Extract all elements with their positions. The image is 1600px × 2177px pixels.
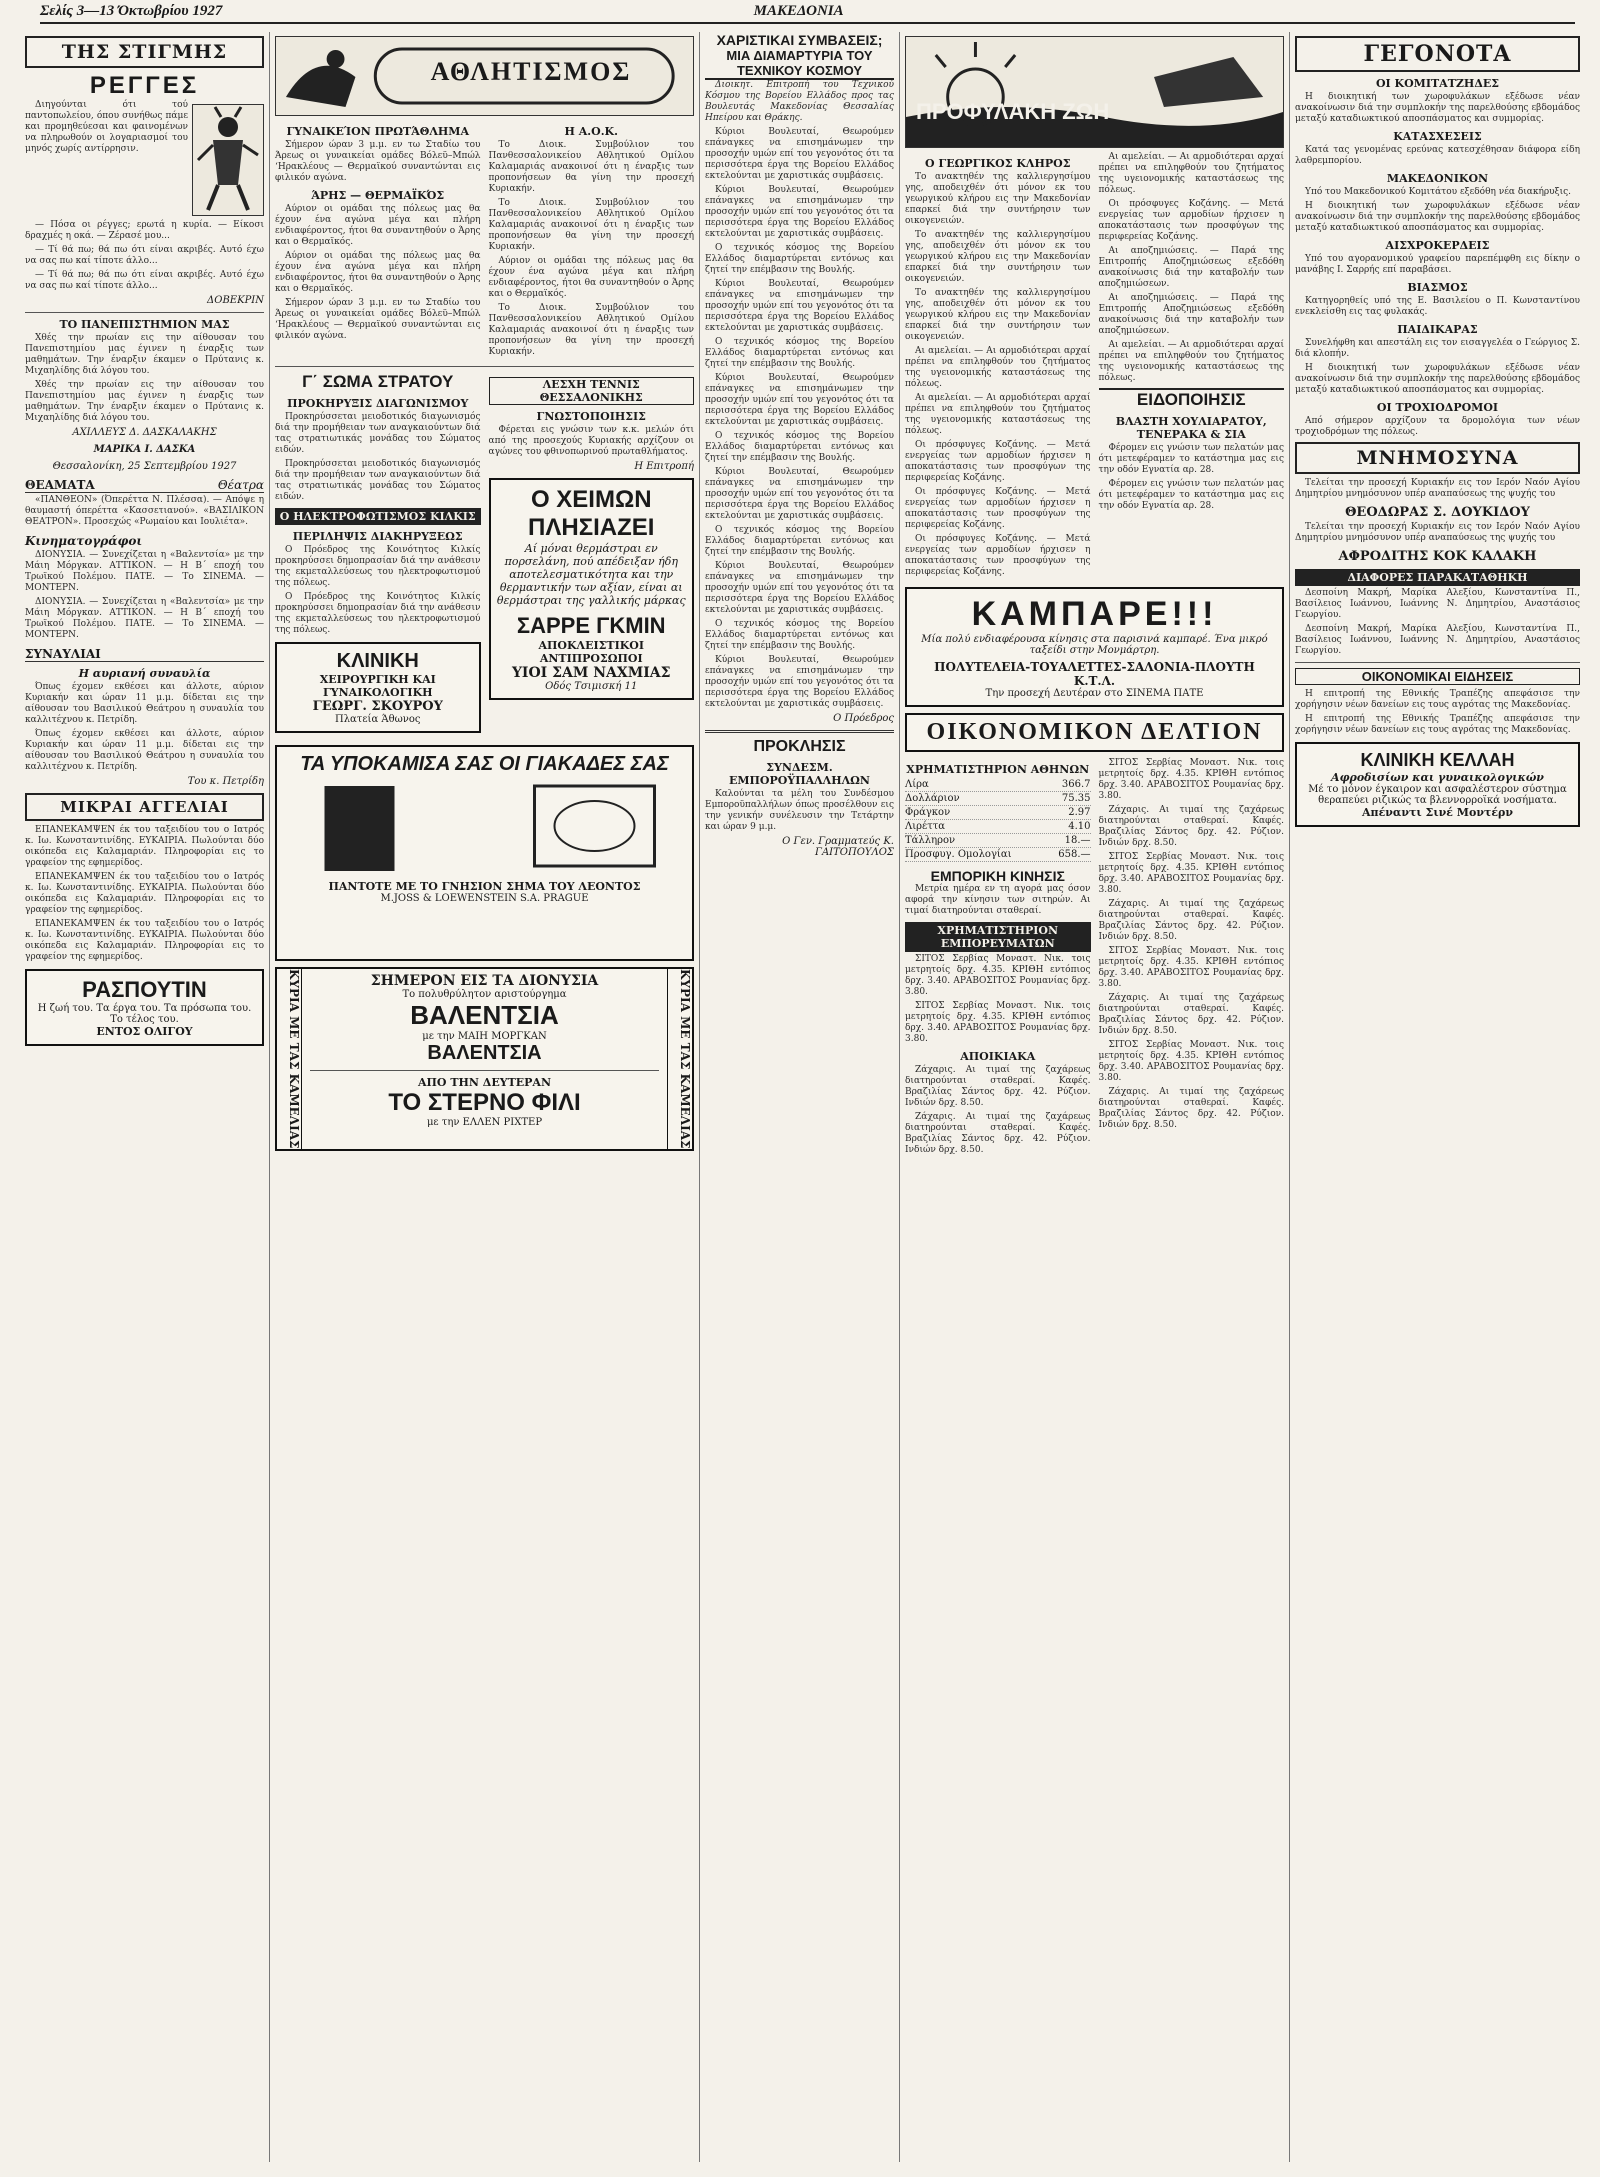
ad-subtitle: ΧΕΙΡΟΥΡΓΙΚΗ ΚΑΙ ΓΥΝΑΙΚΟΛΟΓΙΚΗ [319,673,436,699]
article-paragraph: Χθές την πρωίαν εις την αίθουσαν του Πανεπιστημίου μας έγινεν η έναρξις των μαθημάτων. Την έναρξιν έκαμεν ο Πρύτανις κ. Μιχαηλίδης διά λόγου του. [25,333,264,376]
article-paragraph: Αι αμελείαι. — Αι αρμοδιότεραι αρχαί πρέπει να επιληφθούν του ζητήματος της υγειονομικής καταστάσεως της πόλεως. [905,393,1091,436]
ad-text: Μέ το μόνον έγκαιρον και ασφαλέστερον σύστημα θεραπεύει ριζικώς τα βλεννορροϊκά νοσήματα. [1308,784,1567,806]
subheading: Η αυριανή συναυλία [78,667,211,680]
signature: Ο Πρόεδρος [833,713,894,724]
article-paragraph: Ζάχαρις. Αι τιμαί της ζαχάρεως διατηρούνται σταθεραί. Καφές. Βραζιλίας Σάντος δρχ. 42. Ρύζιον. Ινδιών δρχ. 8.50. [1098,1087,1284,1130]
classified-ad: ΕΠΑΝΕΚΑΜΨΕΝ έκ του ταξειδίου του ο Ιατρός κ. Ιω. Κωνσταντινίδης. ΕΥΚΑΙΡΙΑ. Πωλούνται δύο οικόπεδα εις Καλαμαριάν. Πληροφορίαι εις το γραφείον της εφημερίδος. [25,919,264,962]
ad-address: Απέναντι Σινέ Μοντέρν [1362,806,1513,819]
winter-stove-ad [489,478,695,700]
ad-star: με την ΜΑΙΗ ΜΟΡΓΚΑΝ [422,1031,547,1042]
notice-subheading: ΣΥΝΔΕΣΜ. ΕΜΠΟΡΟΫΠΑΛΛΗΛΩΝ [728,761,870,787]
article-paragraph: ΔΙΟΝΥΣΙΑ. — Συνεχίζεται η «Βαλεντσία» με την Μάιη Μόργκαν. ΑΤΤΙΚΟΝ. — Η Β΄ εποχή του Τρωϊκού Πολέμου. ΠΑΤΕ. — Το ΣΙΝΕΜΑ. — ΜΟΝΤΕΡΝ. [25,550,264,593]
ad-footer-2: Την προσεχή Δευτέραν στο ΣΙΝΕΜΑ ΠΑΤΕ [985,688,1204,699]
article-paragraph: ΣΙΤΟΣ Σερβίας Μοναστ. Νικ. τοις μετρητοίς δρχ. 4.35. ΚΡΙΘΗ εντόπιος δρχ. 3.40. ΑΡΑΒΟΣΙΤΟΣ Ρουμανίας δρχ. 3.80. [1098,852,1284,895]
heading-sub: Θέατρα [217,478,264,492]
article-paragraph: ΔΙΟΝΥΣΙΑ. — Συνεχίζεται η «Βαλεντσία» με την Μάιη Μόργκαν. ΑΤΤΙΚΟΝ. — Η Β΄ εποχή του Τρωϊκού Πολέμου. ΠΑΤΕ. — Το ΣΙΝΕΜΑ. — ΜΟΝΤΕΡΝ. [25,597,264,640]
article-paragraph: Αύριον οι ομάδαι της πόλεως μας θα έχουν ένα αγώνα μέγα και πλήρη ενδιαφέροντος, ήτοι θα συναντηθούν ο Άρης και ο Θερμαϊκός. [275,251,481,294]
rate-value: 366.7 [1061,779,1091,790]
rate-value: 4.10 [1068,821,1091,832]
ad-title: ΤΑ ΥΠΟΚΑΜΙΣΑ ΣΑΣ ΟΙ ΓΙΑΚΑΔΕΣ ΣΑΣ [300,753,669,775]
rate-name: Δολλάριον [905,793,960,804]
financial-bulletin-box [905,713,1284,752]
article-paragraph: — Τί θά πω; θά πω ότι είναι ακριβές. Αυτό έχω να σας πω καί τίποτε άλλο... [25,270,264,291]
memorial-paragraph: Τελείται την προσεχή Κυριακήν εις τον Ιερόν Ναόν Αγίου Δημητρίου μνημόσυνον υπέρ αναπαύσεως της ψυχής του [1295,522,1580,543]
rate-name: Φράγκον [905,807,951,818]
rate-value: 18.— [1064,835,1091,846]
article-paragraph: Οι πρόσφυγες Κοζάνης. — Μετά ενεργείας των αρμοδίων ήρχισεν η αποκατάστασις των προσφύγων της περιφερείας Κοζάνης. [905,534,1091,577]
article-paragraph: Δεσποίνη Μακρή, Μαρίκα Αλεξίου, Κωνσταντίνα Π., Βασίλειος Ιωάννου, Ιωάννης Ν. Δημητρίου, Αναστάσιος Γεωργίου. [1295,624,1580,656]
ad-next-star: με την ΕΛΛΕΝ ΡΙΧΤΕΡ [426,1117,543,1128]
column-title: ΡΕΓΓΕΣ [89,72,200,99]
ad-header: ΣΗΜΕΡΟΝ ΕΙΣ ΤΑ ΔΙΟΝΥΣΙΑ [370,973,599,989]
ad-brand: ΣΑΡΡΕ ΓΚΜΙΝ [516,613,666,638]
section-heading: ΆΡΗΣ — ΘΕΡΜΑΪΚΌΣ [311,189,445,202]
article-paragraph: Μετρία ημέρα εν τη αγορά μας όσον αφορά την κίνησιν των σιτηρών. Αι τιμαί διατηρούνται σταθεραί. [905,884,1091,916]
notice-paragraph: Καλούνται τα μέλη του Συνδέσμου Εμποροϋπαλλήλων όπως προσέλθουν εις την γενικήν συνέλευσιν την Τετάρτην και ώραν 9 μ.μ. [705,789,894,832]
ad-address: Οδός Τσιμισκή 11 [545,681,638,692]
health-banner-title: ΠΡΟΦΥΛΑΚΗ ΖΩΗ [916,99,1110,124]
cabaret-ad [905,587,1284,707]
section-heading-concerts: ΣΥΝΑΥΛΙΑΙ [25,647,264,662]
notice-paragraph: Ο Πρόεδρος της Κοινότητος Κιλκίς προκηρύσσει δημοπρασίαν διά την ανάθεσιν της εκμεταλλεύσεως του ηλεκτροφωτισμού της πόλεως. [275,545,481,588]
article-paragraph: Ζάχαρις. Αι τιμαί της ζαχάρεως διατηρούνται σταθεραί. Καφές. Βραζιλίας Σάντος δρχ. 42. Ρύζιον. Ινδιών δρχ. 8.50. [1098,993,1284,1036]
article-paragraph: ΣΙΤΟΣ Σερβίας Μοναστ. Νικ. τοις μετρητοίς δρχ. 4.35. ΚΡΙΘΗ εντόπιος δρχ. 3.40. ΑΡΑΒΟΣΙΤΟΣ Ρουμανίας δρχ. 3.80. [905,1001,1091,1044]
article-paragraph: Το ανακτηθέν της καλλιεργησίμου γης, αποδειχθέν ότι μόνον εκ του γεωργικού κλήρου εις την Μακεδονίαν επαρκεί διά την συντήρησιν των οικογενειών. [905,172,1091,226]
jester-icon [193,105,263,215]
notice-subheading: ΓΝΩΣΤΟΠΟΙΗΣΙΣ [536,410,646,423]
notice-subheading: ΒΛΑΣΤΗ ΧΟΥΛΙΑΡΑΤΟΥ, ΤΕΝΕΡΑΚΑ & ΣΙΑ [1115,415,1267,441]
section-heading: Η Α.Ο.Κ. [564,125,618,138]
financial-bulletin-title: ΟΙΚΟΝΟΜΙΚΟΝ ΔΕΛΤΙΟΝ [926,719,1263,745]
ad-footer: ΠΟΛΥΤΕΛΕΙΑ-ΤΟΥΑΛΕΤΤΕΣ-ΣΑΛΟΝΙΑ-ΠΛΟΥΤΗ Κ.Τ.Λ. [934,660,1255,688]
film-ad [275,967,694,1151]
ad-next-label: ΑΠΟ ΤΗΝ ΔΕΥΤΕΡΑΝ [418,1076,551,1089]
exchange-rate-row [905,820,1091,834]
article-paragraph: Οι πρόσφυγες Κοζάνης. — Μετά ενεργείας των αρμοδίων ήρχισεν η αποκατάστασις των προσφύγων της περιφερείας Κοζάνης. [905,440,1091,483]
column-2 [270,32,700,2162]
section-heading-cinemas: Κινηματογράφοι [25,534,143,548]
notice-paragraph: Φέρεται εις γνώσιν των κ.κ. μελών ότι από της προσεχούς Κυριακής αρχίζουν οι αγώνες του φθινοπωρινού πρωταθλήματος. [488,425,694,457]
notice-heading: Γ΄ ΣΩΜΑ ΣΤΡΑΤΟΥ [302,372,454,391]
ad-title: ΡΑΣΠΟΥΤΙΝ [82,977,207,1002]
masthead-name: ΜΑΚΕΔΟΝΙΑ [753,2,844,19]
kellai-clinic-ad [1295,742,1580,827]
notice-paragraph: Ο Πρόεδρος της Κοινότητος Κιλκίς προκηρύσσει δημοπρασίαν διά την ανάθεσιν της εκμεταλλεύσεως του ηλεκτροφωτισμού της πόλεως. [275,592,481,635]
rate-name: Λίρα [905,779,929,790]
article-paragraph: Το Διοικ. Συμβούλιον του Πανθεσσαλονικείου Αθλητικού Ομίλου Καλαμαριάς ανακοινοί ότι η έναρξις των προπονήσεων θα γίνη την προσεχή Κυριακήν. [488,303,694,357]
article-paragraph: Σήμερον ώραν 3 μ.μ. εν τω Σταδίω του Άρεως οι γυναικείαι ομάδες Βόλεϋ–Μπώλ ‘Ηρακλέους — Θερμαϊκού συναντώνται εις φιλικόν αγώνα. [275,140,481,183]
section-heading: ΒΙΑΣΜΟΣ [1407,281,1468,294]
memorial-name: ΑΦΡΟΔΙΤΗΣ ΚΟΚ ΚΑΛΑΚΗ [1338,549,1537,564]
article-paragraph: Όπως έχομεν εκθέσει και άλλοτε, αύριον Κυριακήν και ώραν 11 μ.μ. δίδεται εις την αίθουσαν του Βασιλικού Θεάτρου η συναυλία του καλλιτέχνου κ. Πετρίδη. [25,682,264,725]
exchange-rates-list [905,778,1091,862]
article-subheadline: ΜΙΑ ΔΙΑΜΑΡΤΥΡΙΑ ΤΟΥ ΤΕΧΝΙΚΟΥ ΚΟΣΜΟΥ [705,48,894,80]
article-paragraph: Αύριον οι ομάδαι της πόλεως μας θα έχουν ένα αγώνα μέγα και πλήρη ενδιαφέροντος, ήτοι θα συναντηθούν ο Άρης και ο Θερμαϊκός. [275,204,481,247]
rasputin-ad [25,969,264,1046]
column-3 [700,32,900,2162]
jester-illustration [192,104,264,216]
health-banner [905,36,1284,148]
section-heading: ΤΟ ΠΑΝΕΠΙΣΤΗΜΙΟΝ ΜΑΣ [59,318,230,331]
article-paragraph: Υπό του Μακεδονικού Κομιτάτου εξεδόθη νέα διακήρυξις. [1305,187,1572,197]
signature: Του κ. Πετρίδη [187,776,264,787]
section-heading: ΓΥΝΑΙΚΕΊΟΝ ΠΡΩΤΆΘΛΗΜΑ [286,125,469,138]
article-paragraph: Ζάχαρις. Αι τιμαί της ζαχάρεως διατηρούνται σταθεραί. Καφές. Βραζιλίας Σάντος δρχ. 42. Ρύζιον. Ινδιών δρχ. 8.50. [1098,805,1284,848]
exchange-rate-row [905,792,1091,806]
notice-heading: Ο ΗΛΕΚΤΡΟΦΩΤΙΣΜΟΣ ΚΙΛΚΙΣ [275,508,481,525]
article-paragraph: Κύριοι Βουλευταί, Θεωρούμεν επάναγκες να επισημάνωμεν την προσοχήν υμών επί του γεγονότος ότι τα περισσότερα έργα της Βορείου Ελλάδος εκτελούνται με χαριστικάς συμβάσεις. [705,373,894,427]
rate-name: Λιρέττα [905,821,946,832]
ad-text: Αί μόναι θερμάστραι εν πορσελάνη, πού απέδειξαν ήδη αποτελεσματικότητα και την θερμαντικήν των αξίαν, είναι αι θερμάστραι της γαλλικής μάρκας [496,542,686,607]
article-paragraph: Δεσποίνη Μακρή, Μαρίκα Αλεξίου, Κωνσταντίνα Π., Βασίλειος Ιωάννου, Ιωάννης Ν. Δημητρίου, Αναστάσιος Γεωργίου. [1295,588,1580,620]
signature: ΑΧΙΛΛΕΥΣ Δ. ΔΑΣΚΑΛΑΚΗΣ [72,427,217,438]
ad-title: ΒΑΛΕΝΤΣΙΑ [427,1042,542,1064]
article-paragraph: Ο τεχνικός κόσμος της Βορείου Ελλάδος διαμαρτύρεται εντόνως και ζητεί την επέμβασιν της Βουλής. [705,243,894,275]
classifieds-title: ΜΙΚΡΑΙ ΑΓΓΕΛΙΑΙ [60,798,229,816]
ad-text: Μία πολύ ενδιαφέρουσα κίνησις στα παρισινά καμπαρέ. Ένα μικρό ταξείδι στην Μονμάρτρη. [921,634,1268,656]
ad-firm: M.JOSS & LOEWENSTEIN S.A. PRAGUE [380,893,589,904]
notice-paragraph: Φέρομεν εις γνώσιν των πελατών μας ότι μετεφέραμεν το κατάστημα μας εις την οδόν Εγνατία αρ. 28. [1098,479,1284,511]
sunrise-icon [906,37,1283,147]
ad-subtitle: Το πολυθρύλητον αριστούργημα [402,989,567,1000]
exchange-rate-row [905,806,1091,820]
section-heading: ΑΠΟΙΚΙΑΚΑ [960,1050,1036,1063]
article-paragraph: Αι αποζημιώσεις. — Παρά της Επιτροπής Αποζημιώσεως εξεδόθη ανακοίνωσις διά την καταβολήν των αποζημιώσεων. [1098,293,1284,336]
article-paragraph: Διοικητ. Επιτροπή του Τεχνικού Κόσμου της Βορείου Ελλάδος προς τας Βουλευτάς Μακεδονίας Θεσσαλίας Ηπείρου και Θράκης. [705,80,894,123]
article-paragraph: Ζάχαρις. Αι τιμαί της ζαχάρεως διατηρούνται σταθεραί. Καφές. Βραζιλίας Σάντος δρχ. 42. Ρύζιον. Ινδιών δρχ. 8.50. [905,1065,1091,1108]
article-paragraph: ΣΙΤΟΣ Σερβίας Μοναστ. Νικ. τοις μετρητοίς δρχ. 4.35. ΚΡΙΘΗ εντόπιος δρχ. 3.40. ΑΡΑΒΟΣΙΤΟΣ Ρουμανίας δρχ. 3.80. [905,954,1091,997]
events-title: ΓΕΓΟΝΟΤΑ [1363,41,1512,67]
signature: Η Επιτροπή [634,461,694,472]
article-paragraph: Συνελήφθη και απεστάλη εις τον εισαγγελέα ο Γεώργιος Σ. διά κλοπήν. [1295,338,1580,359]
article-paragraph: Οι πρόσφυγες Κοζάνης. — Μετά ενεργείας των αρμοδίων ήρχισεν η αποκατάστασις των προσφύγων της περιφερείας Κοζάνης. [905,487,1091,530]
collar-ad [275,745,694,961]
section-heading: ΜΑΚΕΔΟΝΙΚΟΝ [1386,172,1489,185]
article-headline: ΧΑΡΙΣΤΙΚΑΙ ΣΥΜΒΑΣΕΙΣ; [716,32,883,48]
article-paragraph: Η επιτροπή της Εθνικής Τραπέζης απεφάσισε την χορήγησιν νέων δανείων εις τους αγρότας της Μακεδονίας. [1295,714,1580,735]
column-box [25,36,264,68]
article-paragraph: Αι αμελείαι. — Αι αρμοδιότεραι αρχαί πρέπει να επιληφθούν του ζητήματος της υγειονομικής καταστάσεως της πόλεως. [905,346,1091,389]
ad-title: ΚΛΙΝΙΚΗ [336,650,419,672]
section-heading: ΑΙΣΧΡΟΚΕΡΔΕΙΣ [1385,239,1490,252]
section-heading: ΔΙΑΦΟΡΕΣ ΠΑΡΑΚΑΤΑΘΗΚΗ [1295,569,1580,586]
rate-value: 2.97 [1068,807,1091,818]
article-paragraph: Σήμερον ώραν 3 μ.μ. εν τω Σταδίω του Άρεως οι γυναικείαι ομάδες Βόλεϋ–Μπώλ ‘Ηρακλέους — Θερμαϊκού συναντώνται εις φιλικόν αγώνα. [275,298,481,341]
article-paragraph: Κύριοι Βουλευταί, Θεωρούμεν επάναγκες να επισημάνωμεν την προσοχήν υμών επί του γεγονότος ότι τα περισσότερα έργα της Βορείου Ελλάδος εκτελούνται με χαριστικάς συμβάσεις. [705,127,894,181]
article-paragraph: Ο τεχνικός κόσμος της Βορείου Ελλάδος διαμαρτύρεται εντόνως και ζητεί την επέμβασιν της Βουλής. [705,525,894,557]
rate-name: Τάλληρον [905,835,956,846]
section-heading: ΟΙ ΚΟΜΙΤΑΤΖΗΔΕΣ [1375,77,1500,90]
article-paragraph: Κύριοι Βουλευταί, Θεωρούμεν επάναγκες να επισημάνωμεν την προσοχήν υμών επί του γεγονότος ότι τα περισσότερα έργα της Βορείου Ελλάδος εκτελούνται με χαριστικάς συμβάσεις. [705,467,894,521]
article-paragraph: Ζάχαρις. Αι τιμαί της ζαχάρεως διατηρούνται σταθεραί. Καφές. Βραζιλίας Σάντος δρχ. 42. Ρύζιον. Ινδιών δρχ. 8.50. [905,1112,1091,1155]
article-paragraph: Αι αμελείαι. — Αι αρμοδιότεραι αρχαί πρέπει να επιληφθούν του ζητήματος της υγειονομικής καταστάσεως της πόλεως. [1098,152,1284,195]
section-heading: ΕΜΠΟΡΙΚΗ ΚΙΝΗΣΙΣ [930,868,1065,884]
article-paragraph: Ζάχαρις. Αι τιμαί της ζαχάρεως διατηρούνται σταθεραί. Καφές. Βραζιλίας Σάντος δρχ. 42. Ρύζιον. Ινδιών δρχ. 8.50. [1098,899,1284,942]
article-paragraph: Το ανακτηθέν της καλλιεργησίμου γης, αποδειχθέν ότι μόνον εκ του γεωργικού κλήρου εις την Μακεδονίαν επαρκεί διά την συντήρησιν των οικογενειών. [905,230,1091,284]
memorial-paragraph: Τελείται την προσεχή Κυριακήν εις τον Ιερόν Ναόν Αγίου Δημητρίου μνημόσυνον υπέρ αναπαύσεως της ψυχής του [1295,478,1580,499]
ad-title: Ο ΧΕΙΜΩΝ ΠΛΗΣΙΑΖΕΙ [528,486,655,541]
ad-name: ΓΕΩΡΓ. ΣΚΟΥΡΟΥ [312,699,443,714]
classifieds-box [25,793,264,821]
column-box-title: ΤΗΣ ΣΤΙΓΜΗΣ [61,41,228,63]
article-paragraph: Η διοικητική των χωροφυλάκων εξέδωσε νέαν ανακοίνωσιν διά την συμπλοκήν της παρελθούσης εβδομάδος μεταξύ καταδιωκτικού αποσπάσματος και συμμορίας. [1295,201,1580,233]
column-1 [20,32,270,2162]
ad-title: ΒΑΛΕΝΤΣΙΑ [410,1000,559,1030]
column-5 [1290,32,1585,2162]
article-paragraph: Το Διοικ. Συμβούλιον του Πανθεσσαλονικείου Αθλητικού Ομίλου Καλαμαριάς ανακοινοί ότι η έναρξις των προπονήσεων θα γίνη την προσεχή Κυριακήν. [488,198,694,252]
article-paragraph: Ο τεχνικός κόσμος της Βορείου Ελλάδος διαμαρτύρεται εντόνως και ζητεί την επέμβασιν της Βουλής. [705,431,894,463]
rate-value: 658.— [1058,849,1091,860]
signature-date: Θεσσαλονίκη, 25 Σεπτεμβρίου 1927 [52,461,237,472]
article-paragraph: Ο τεχνικός κόσμος της Βορείου Ελλάδος διαμαρτύρεται εντόνως και ζητεί την επέμβασιν της Βουλής. [705,337,894,369]
heading-text: ΘΕΑΜΑΤΑ [25,478,95,492]
rate-name: Προσφυγ. Ομολογίαι [905,849,1012,860]
article-paragraph: ΣΙΤΟΣ Σερβίας Μοναστ. Νικ. τοις μετρητοίς δρχ. 4.35. ΚΡΙΘΗ εντόπιος δρχ. 3.40. ΑΡΑΒΟΣΙΤΟΣ Ρουμανίας δρχ. 3.80. [1098,946,1284,989]
ad-title: ΚΑΜΠΑΡΕ!!! [971,595,1218,633]
article-paragraph: Οι πρόσφυγες Κοζάνης. — Μετά ενεργείας των αρμοδίων ήρχισεν η αποκατάστασις των προσφύγων της περιφερείας Κοζάνης. [1098,199,1284,242]
article-paragraph: «ΠΑΝΘΕΟΝ» (Όπερέττα Ν. Πλέσσα). — Απόψε η θαυμαστή όπερέττα «Κασσετιανού». «ΒΑΣΙΛΙΚΟΝ ΘΕΑΤΡΟΝ». Προσεχώς «Ρωμαίου και Ιουλιέτα». [25,495,264,527]
classified-ad: ΕΠΑΝΕΚΑΜΨΕΝ έκ του ταξειδίου του ο Ιατρός κ. Ιω. Κωνσταντινίδης. ΕΥΚΑΙΡΙΑ. Πωλούνται δύο οικόπεδα εις Καλαμαριάν. Πληροφορίαι εις το γραφείον της εφημερίδος. [25,825,264,868]
ad-side-label: ΚΥΡΙΑ ΜΕ ΤΑΣ ΚΑΜΕΛΙΑΣ [277,969,302,1149]
article-paragraph: Κύριοι Βουλευταί, Θεωρούμεν επάναγκες να επισημάνωμεν την προσοχήν υμών επί του γεγονότος ότι τα περισσότερα έργα της Βορείου Ελλάδος εκτελούνται με χαριστικάς συμβάσεις. [705,655,894,709]
ad-title: ΚΛΙΝΙΚΗ ΚΕΛΛΑΗ [1360,750,1515,770]
clinic-ad [275,642,481,733]
exchange-rate-row [905,848,1091,862]
article-paragraph: Κατά τας γενομένας ερεύνας κατεσχέθησαν διάφορα είδη λαθρεμπορίου. [1295,145,1580,166]
article-paragraph: — Τί θά πω; θά πω ότι είναι ακριβές. Αυτό έχω να σας πω καί τίποτε άλλο... [25,245,264,266]
section-heading: ΧΡΗΜΑΤΙΣΤΗΡΙΟΝ ΑΘΗΝΩΝ [906,763,1090,776]
notice-paragraph: Φέρομεν εις γνώσιν των πελατών μας ότι μετεφέραμεν το κατάστημα μας εις την οδόν Εγνατία αρ. 28. [1098,443,1284,475]
section-heading: ΚΑΤΑΣΧΕΣΕΙΣ [1393,130,1482,143]
events-box [1295,36,1580,72]
article-paragraph: Κύριοι Βουλευταί, Θεωρούμεν επάναγκες να επισημάνωμεν την προσοχήν υμών επί του γεγονότος ότι τα περισσότερα έργα της Βορείου Ελλάδος εκτελούνται με χαριστικάς συμβάσεις. [705,561,894,615]
ad-address: Πλατεία Άθωνος [335,714,421,725]
article-paragraph: Κύριοι Βουλευταί, Θεωρούμεν επάναγκες να επισημάνωμεν την προσοχήν υμών επί του γεγονότος ότι τα περισσότερα έργα της Βορείου Ελλάδος εκτελούνται με χαριστικάς συμβάσεις. [705,185,894,239]
section-heading: ΟΙ ΤΡΟΧΙΟΔΡΟΜΟΙ [1376,401,1499,414]
article-paragraph: Ο τεχνικός κόσμος της Βορείου Ελλάδος διαμαρτύρεται εντόνως και ζητεί την επέμβασιν της Βουλής. [705,619,894,651]
article-paragraph: Το ανακτηθέν της καλλιεργησίμου γης, αποδειχθέν ότι μόνον εκ του γεωργικού κλήρου εις την Μακεδονίαν επαρκεί διά την συντήρησιν των οικογενειών. [905,288,1091,342]
article-paragraph: Όπως έχομεν εκθέσει και άλλοτε, αύριον Κυριακήν και ώραν 11 μ.μ. δίδεται εις την αίθουσαν του Βασιλικού Θεάτρου η συναυλία του καλλιτέχνου κ. Πετρίδη. [25,729,264,772]
ad-dealer: ΑΠΟΚΛΕΙΣΤΙΚΟΙ ΑΝΤΙΠΡΟΣΩΠΟΙ [538,639,645,665]
ad-text: Η ζωή του. Τα έργα του. Τα πρόσωπα του. Το τέλος του. [37,1003,252,1025]
notice-subheading: ΠΡΟΚΗΡΥΞΙΣ ΔΙΑΓΩΝΙΣΜΟΥ [287,397,469,410]
memorial-name: ΘΕΟΔΩΡΑΣ Σ. ΔΟΥΚΙΔΟΥ [1345,505,1530,520]
section-heading-theatres [25,478,264,493]
collar-box-icon [283,776,686,876]
exchange-rate-row [905,834,1091,848]
memorials-box [1295,442,1580,474]
section-heading: Ο ΓΕΩΡΓΙΚΟΣ ΚΛΗΡΟΣ [925,157,1071,170]
article-paragraph: Η επιτροπή της Εθνικής Τραπέζης απεφάσισε την χορήγησιν νέων δανείων εις τους αγρότας της Μακεδονίας. [1295,689,1580,710]
article-paragraph: Αύριον οι ομάδαι της πόλεως μας θα έχουν ένα αγώνα μέγα και πλήρη ενδιαφέροντος, ήτοι θα συναντηθούν ο Άρης και ο Θερμαϊκός. [488,256,694,299]
section-heading: ΟΙΚΟΝΟΜΙΚΑΙ ΕΙΔΗΣΕΙΣ [1295,668,1580,685]
ad-subtitle: Αφροδισίων και γυναικολογικών [1331,771,1544,784]
signature: Ο Γεν. Γραμματεύς Κ. ΓΑΙΤΟΠΟΥΛΟΣ [782,836,894,858]
article-paragraph: Διηγούνται ότι τού παντοπωλείου, όπου συνήθως πάμε και προμηθεύεσαι και φαινομένων να πληρωθούν οι λογαριασμοί του μηνός χωρίς αντίρρησιν. [25,100,188,154]
article-paragraph: Η διοικητική των χωροφυλάκων εξέδωσε νέαν ανακοίνωσιν διά την συμπλοκήν της παρελθούσης εβδομάδος μεταξύ καταδιωκτικού αποσπάσματος και συμμορίας. [1295,363,1580,395]
article-paragraph: Η διοικητική των χωροφυλάκων εξέδωσε νέαν ανακοίνωσιν διά την συμπλοκήν της παρελθούσης εβδομάδος μεταξύ καταδιωκτικού αποσπάσματος και συμμορίας. [1295,92,1580,124]
article-paragraph: Κατηγορηθείς υπό της Ε. Βασιλείου ο Π. Κωνσταντίνου ενεκλείσθη εις τας φυλακάς. [1295,296,1580,317]
article-paragraph: ΣΙΤΟΣ Σερβίας Μοναστ. Νικ. τοις μετρητοίς δρχ. 4.35. ΚΡΙΘΗ εντόπιος δρχ. 3.40. ΑΡΑΒΟΣΙΤΟΣ Ρουμανίας δρχ. 3.80. [1098,1040,1284,1083]
article-paragraph: Κύριοι Βουλευταί, Θεωρούμεν επάναγκες να επισημάνωμεν την προσοχήν υμών επί του γεγονότος ότι τα περισσότερα έργα της Βορείου Ελλάδος εκτελούνται με χαριστικάς συμβάσεις. [705,279,894,333]
author-signature: ΔΟΒΕΚΡΙΝ [207,295,264,306]
article-paragraph: Το Διοικ. Συμβούλιον του Πανθεσσαλονικείου Αθλητικού Ομίλου Καλαμαριάς ανακοινοί ότι η έναρξις των προπονήσεων θα γίνη την προσεχή Κυριακήν. [488,140,694,194]
article-paragraph: ΣΙΤΟΣ Σερβίας Μοναστ. Νικ. τοις μετρητοίς δρχ. 4.35. ΚΡΙΘΗ εντόπιος δρχ. 3.40. ΑΡΑΒΟΣΙΤΟΣ Ρουμανίας δρχ. 3.80. [1098,758,1284,801]
memorials-title: ΜΝΗΜΟΣΥΝΑ [1356,447,1519,469]
ad-next-title: ΤΟ ΣΤΕΡΝΟ ΦΙΛΙ [388,1089,581,1116]
sports-banner-title: ΑΘΛΗΤΙΣΜΟΣ [430,57,632,86]
article-paragraph: Υπό του αγορανομικού γραφείου παρεπέμφθη εις δίκην ο μανάβης Ι. Σαρρής επί παραβάσει. [1295,254,1580,275]
notice-paragraph: Προκηρύσσεται μειοδοτικός διαγωνισμός διά την προμήθειαν των αναγκαιούντων διά τας στρατιωτικάς μονάδας του Σώματος ειδών. [275,459,481,502]
notice-paragraph: Προκηρύσσεται μειοδοτικός διαγωνισμός διά την προμήθειαν των αναγκαιούντων διά τας στρατιωτικάς μονάδας του Σώματος ειδών. [275,412,481,455]
masthead-date: Σελίς 3—13 Όκτωβρίου 1927 [40,2,223,19]
section-heading: ΠΑΙΔΙΚΑΡΑΣ [1397,323,1478,336]
article-paragraph: Από σήμερον αρχίζουν τα δρομολόγια των νέων τροχιοδρόμων της πόλεως. [1295,416,1580,437]
notice-heading: ΕΙΔΟΠΟΙΗΣΙΣ [1099,388,1285,410]
rate-value: 75.35 [1061,793,1091,804]
ad-firm: ΥΙΟΙ ΣΑΜ ΝΑΧΜΙΑΣ [511,665,671,681]
article-paragraph: Αι αμελείαι. — Αι αρμοδιότεραι αρχαί πρέπει να επιληφθούν του ζητήματος της υγειονομικής καταστάσεως της πόλεως. [1098,340,1284,383]
notice-subheading: ΠΕΡΙΛΗΨΙΣ ΔΙΑΚΗΡΥΞΕΩΣ [292,530,463,543]
article-paragraph: Αι αποζημιώσεις. — Παρά της Επιτροπής Αποζημιώσεως εξεδόθη ανακοίνωσις διά την καταβολήν των αποζημιώσεων. [1098,246,1284,289]
ad-side-label: ΚΥΡΙΑ ΜΕ ΤΑΣ ΚΑΜΕΛΙΑΣ [667,969,692,1149]
signature: ΜΑΡΙΚΑ Ι. ΔΑΣΚΑ [93,444,196,455]
section-heading: ΧΡΗΜΑΤΙΣΤΗΡΙΟΝ ΕΜΠΟΡΕΥΜΑΤΩΝ [905,922,1091,952]
ad-footer: ΕΝΤΟΣ ΟΛΙΓΟΥ [96,1025,193,1038]
article-paragraph: Χθές την πρωίαν εις την αίθουσαν του Πανεπιστημίου μας έγινεν η έναρξις των μαθημάτων. Την έναρξιν έκαμεν ο Πρύτανις κ. Μιχαηλίδης διά λόγου του. [25,380,264,423]
ad-text: ΠΑΝΤΟΤΕ ΜΕ ΤΟ ΓΝΗΣΙΟΝ ΣΗΜΑ ΤΟΥ ΛΕΟΝΤΟΣ [328,880,641,893]
sports-banner [275,36,694,116]
notice-heading: ΠΡΟΚΛΗΣΙΣ [753,738,846,755]
article-paragraph: — Πόσα οι ρέγγες; ερωτά η κυρία. — Είκοσι δραχμές η οκά. — Ζέρασέ μου... [25,220,264,241]
notice-heading: ΛΕΣΧΗ ΤΕΝΝΙΣ ΘΕΣΣΑΛΟΝΙΚΗΣ [489,377,695,405]
exchange-rate-row [905,778,1091,792]
masthead [40,0,1575,24]
column-4 [900,32,1290,2162]
classified-ad: ΕΠΑΝΕΚΑΜΨΕΝ έκ του ταξειδίου του ο Ιατρός κ. Ιω. Κωνσταντινίδης. ΕΥΚΑΙΡΙΑ. Πωλούνται δύο οικόπεδα εις Καλαμαριάν. Πληροφορίαι εις το γραφείον της εφημερίδος. [25,872,264,915]
